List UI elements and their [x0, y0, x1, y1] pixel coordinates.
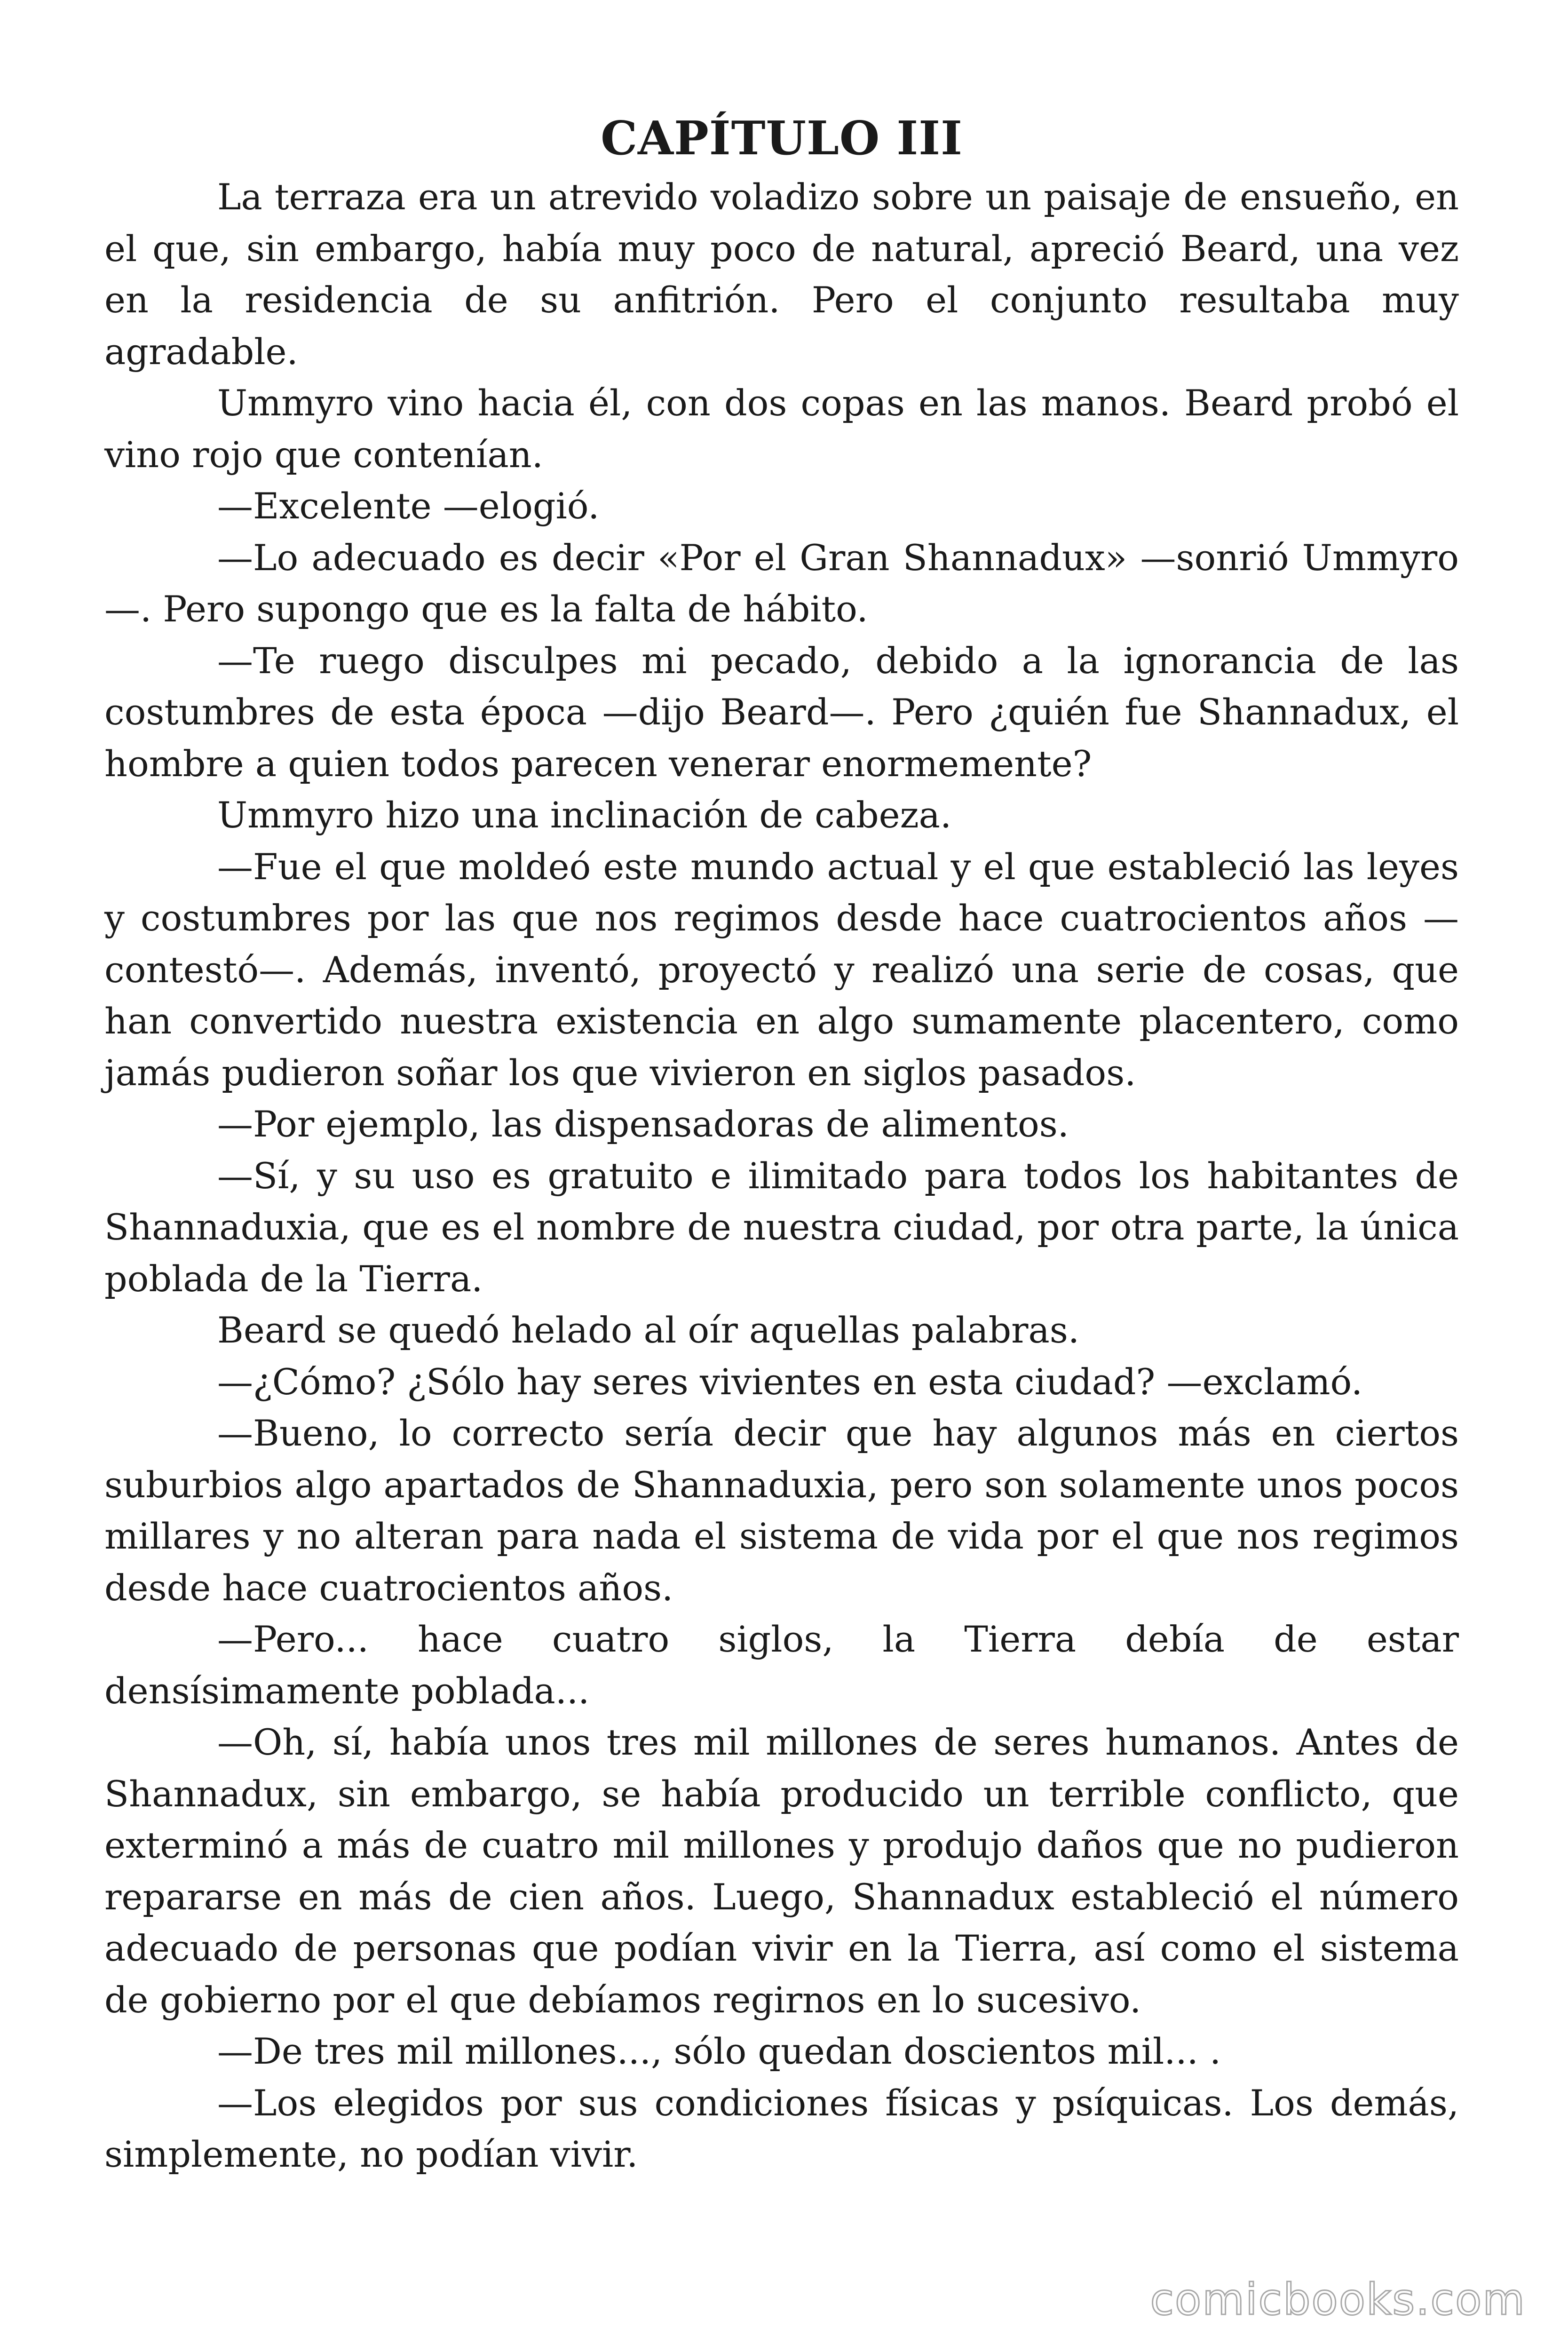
paragraph: —Los elegidos por sus condiciones físicas y psíquicas. Los demás, simplemente, no podían vivir. — [104, 2082, 1459, 2175]
paragraph: —¿Cómo? ¿Sólo hay seres vivientes en esta ciudad? —exclamó. — [217, 1360, 1363, 1403]
paragraph: La terraza era un atrevido voladizo sobre un paisaje de ensueño, en el que, sin embargo, había muy poco de natural, apreció Beard, una vez en la residencia de su anfitrión. Pero el conjunto resultaba muy agradable. — [104, 176, 1459, 373]
paragraph: —De tres mil millones..., sólo quedan doscientos mil... . — [217, 2030, 1221, 2072]
paragraph: —Fue el que moldeó este mundo actual y el que estableció las leyes y costumbres por las que nos regimos desde hace cuatrocientos años —contestó—. Además, inventó, proyectó y realizó una serie de cosas, que han convertido nuestra existencia en algo sumamente placentero, como jamás pudieron soñar los que vivieron en siglos pasados. — [104, 845, 1459, 1094]
paragraph: Beard se quedó helado al oír aquellas palabras. — [217, 1309, 1079, 1351]
watermark: comicbooks.com — [1150, 2274, 1526, 2325]
paragraph: —Oh, sí, había unos tres mil millones de seres humanos. Antes de Shannadux, sin embargo, se había producido un terrible conflicto, que exterminó a más de cuatro mil millones y produjo daños que no pudieron repararse en más de cien años. Luego, Shannadux estableció el número adecuado de personas que podían vivir en la Tierra, así como el sistema de gobierno por el que debíamos regirnos en lo sucesivo. — [104, 1721, 1459, 2021]
paragraph: Ummyro vino hacia él, con dos copas en las manos. Beard probó el vino rojo que contenían. — [104, 382, 1459, 476]
paragraph: —Pero... hace cuatro siglos, la Tierra debía de estar densísimamente poblada... — [104, 1618, 1459, 1712]
paragraph: —Bueno, lo correcto sería decir que hay algunos más en ciertos suburbios algo apartados de Shannaduxia, pero son solamente unos pocos millares y no alteran para nada el sistema de vida por el que nos regimos desde hace cuatrocientos años. — [104, 1412, 1459, 1609]
paragraph: —Te ruego disculpes mi pecado, debido a la ignorancia de las costumbres de esta época —dijo Beard—. Pero ¿quién fue Shannadux, el hombre a quien todos parecen venerar enormemente? — [104, 639, 1459, 785]
paragraph: —Lo adecuado es decir «Por el Gran Shannadux» —sonrió Ummyro—. Pero supongo que es la falta de hábito. — [104, 536, 1459, 630]
chapter-title: CAPÍTULO III — [601, 111, 963, 166]
paragraph: —Por ejemplo, las dispensadoras de alimentos. — [217, 1103, 1069, 1145]
page-content — [104, 108, 1459, 2180]
paragraph: Ummyro hizo una inclinación de cabeza. — [217, 794, 952, 836]
body-text — [104, 171, 1459, 2180]
paragraph: —Sí, y su uso es gratuito e ilimitado para todos los habitantes de Shannaduxia, que es el nombre de nuestra ciudad, por otra parte, la única poblada de la Tierra. — [104, 1154, 1459, 1300]
paragraph: —Excelente —elogió. — [217, 485, 600, 527]
